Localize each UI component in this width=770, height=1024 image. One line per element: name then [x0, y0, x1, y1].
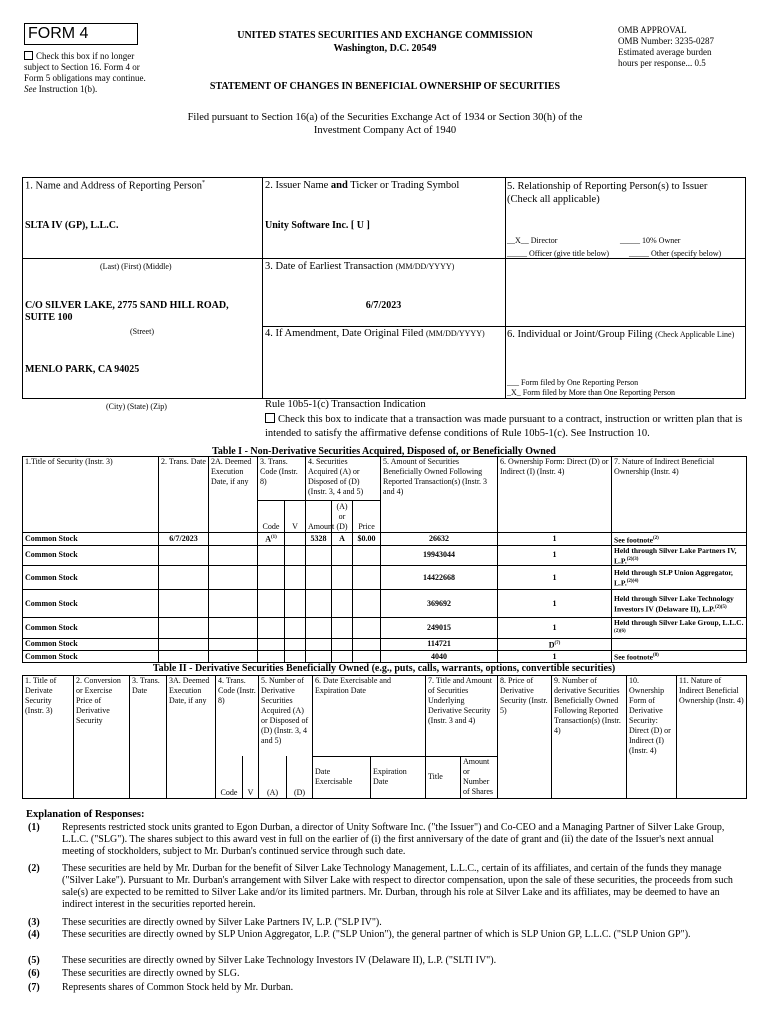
table-cell [285, 651, 306, 663]
issuer-label: 2. Issuer Name and Ticker or Trading Symbol [265, 180, 460, 191]
reporting-name-label: 1. Name and Address of Reporting Person* [25, 180, 206, 192]
relationship-label: 5. Relationship of Reporting Person(s) to Issuer (Check all applicable) [507, 181, 708, 205]
table-cell [285, 566, 306, 590]
footnote-number: (4) [28, 929, 40, 940]
table-cell: 4040 [381, 651, 498, 663]
table-cell [612, 638, 747, 651]
footnote-number: (6) [28, 968, 40, 979]
no-longer-subject-text: Check this box if no longer subject to Section 16. Form 4 or Form 5 obligations may continue. [24, 51, 146, 83]
t1-sub-amount: Amount [306, 501, 332, 533]
table-cell: 5328 [306, 533, 332, 546]
rel-officer: _____ Officer (give title below) [507, 249, 610, 258]
rule-10b5-label: Rule 10b5-1(c) Transaction Indication [265, 399, 426, 410]
table1-title: Table I - Non-Derivative Securities Acquired, Disposed of, or Beneficially Owned [212, 446, 556, 457]
table-cell [159, 566, 209, 590]
t2-h7: 7. Title and Amount of Securities Underlying Derivative Security (Instr. 3 and 4) [426, 676, 498, 757]
table-cell [258, 618, 285, 639]
form-title: FORM 4 [28, 25, 89, 42]
table-cell [332, 638, 353, 651]
table-cell: See footnote$^{(2)}$ [612, 533, 747, 546]
table-cell [209, 590, 258, 618]
footnote-number: (7) [28, 982, 40, 993]
footnote-number: (3) [28, 917, 40, 928]
t1-h7: 7. Nature of Indirect Beneficial Ownership (Instr. 4) [612, 457, 747, 501]
table-cell: $A^{(1)}$ [258, 533, 285, 546]
table-row [23, 638, 747, 651]
t2-sub-v: V [243, 756, 259, 798]
table-cell [285, 590, 306, 618]
table-cell [159, 618, 209, 639]
t2-sub-d: (D) [287, 756, 313, 798]
agency-name: UNITED STATES SECURITIES AND EXCHANGE COMMISSION [237, 30, 533, 41]
t2-h8: 8. Price of Derivative Security (Instr. 5) [498, 676, 552, 757]
t2-h10: 10. Ownership Form of Derivative Security: Direct (D) or Indirect (I) (Instr. 4) [627, 676, 677, 757]
footnote-text: These securities are directly owned by Silver Lake Partners IV, L.P. ("SLP IV"). [62, 917, 382, 928]
table-cell [285, 618, 306, 639]
reporting-city: MENLO PARK, CA 94025 [25, 364, 140, 375]
table-cell [332, 590, 353, 618]
t2-sub-amount: Amount or Number of Shares [461, 756, 498, 798]
table-cell: Common Stock [23, 618, 159, 639]
table-cell [209, 566, 258, 590]
rel-director: __X__ Director [507, 236, 558, 245]
issuer-name: Unity Software Inc. [ U ] [265, 220, 370, 231]
t1-sub-price: Price [353, 501, 381, 533]
table-row [23, 545, 747, 566]
table-cell: Common Stock [23, 566, 159, 590]
t2-h4: 4. Trans. Code (Instr. 8) [216, 676, 259, 757]
table-cell: 1 [498, 618, 612, 639]
t2-h6: 6. Date Exercisable and Expiration Date [313, 676, 426, 757]
t1-h4: 4. Securities Acquired (A) or Disposed of (D) (Instr. 3, 4 and 5) [306, 457, 381, 501]
earliest-date-label: 3. Date of Earliest Transaction (MM/DD/YYYY) [265, 261, 455, 272]
table-cell: 6/7/2023 [159, 533, 209, 546]
no-longer-subject-checkbox[interactable] [24, 51, 33, 60]
t1-h1: 1.Title of Security (Instr. 3) [23, 457, 159, 501]
table-cell: A [332, 533, 353, 546]
agency-city: Washington, D.C. 20549 [333, 43, 437, 54]
t2-h5: 5. Number of Derivative Securities Acquired (A) or Disposed of (D) (Instr. 3, 4 and 5) [259, 676, 313, 757]
table-cell: 14422668 [381, 566, 498, 590]
table-cell [353, 618, 381, 639]
t1-h6: 6. Ownership Form: Direct (D) or Indirect (I) (Instr. 4) [498, 457, 612, 501]
t1-h2a: 2A. Deemed Execution Date, if any [209, 457, 258, 501]
joint-more: _X_ Form filed by More than One Reporting Person [507, 388, 675, 397]
table-cell [353, 638, 381, 651]
rule-10b5-checkbox[interactable] [265, 413, 275, 423]
t1-sub-aord: (A) or (D) [332, 501, 353, 533]
table-cell [258, 590, 285, 618]
table-cell: Held through SLP Union Aggregator, L.P.$^{(2)(4)}$ [612, 566, 747, 590]
last-first-middle: (Last) (First) (Middle) [100, 262, 172, 271]
t1-h3: 3. Trans. Code (Instr. 8) [258, 457, 306, 501]
t1-sub-code: Code [258, 501, 285, 533]
table-cell: $0.00 [353, 533, 381, 546]
table-cell: 1 [498, 590, 612, 618]
rule-10b5-text: Check this box to indicate that a transaction was made pursuant to a contract, instruction or written plan that is intended to satisfy the affirmative defense conditions of Rule 10b5-1(c). See Instruction 10. [265, 414, 743, 439]
table-cell [159, 638, 209, 651]
t2-h3: 3. Trans. Date [130, 676, 167, 757]
table-cell [209, 545, 258, 566]
rel-other: _____ Other (specify below) [629, 249, 722, 258]
table-cell [332, 545, 353, 566]
table-cell: See footnote$^{(8)}$ [612, 651, 747, 663]
table-cell [209, 638, 258, 651]
filed-pursuant: Filed pursuant to Section 16(a) of the Securities Exchange Act of 1934 or Section 30(h) of the Investment Company Act of 1940 [187, 112, 583, 136]
no-longer-subject: Check this box if no longer subject to Section 16. Form 4 or Form 5 obligations may continue. See Instruction 1(b). [24, 51, 146, 94]
t1-sub-v: V [285, 501, 306, 533]
table2 [22, 675, 747, 799]
footnote-number: (2) [28, 863, 40, 874]
t2-sub-a: (A) [259, 756, 287, 798]
table-cell [159, 590, 209, 618]
t2-sub-code: Code [216, 756, 243, 798]
table-cell: Common Stock [23, 651, 159, 663]
table-cell [306, 590, 332, 618]
table-row [23, 618, 747, 639]
table-cell: Common Stock [23, 533, 159, 546]
city-label: (City) (State) (Zip) [106, 402, 167, 411]
table-cell: Held through Silver Lake Group, L.L.C.$^{(2)(6)}$ [612, 618, 747, 639]
t2-h3a: 3A. Deemed Execution Date, if any [167, 676, 216, 757]
table-cell [258, 566, 285, 590]
table-cell [332, 566, 353, 590]
t1-h5: 5. Amount of Securities Beneficially Owned Following Reported Transaction(s) (Instr. 3 and 4) [381, 457, 498, 501]
table-cell [258, 651, 285, 663]
footnote-text: These securities are directly owned by SLG. [62, 968, 240, 979]
table-cell [285, 545, 306, 566]
t2-sub-title: Title [426, 756, 461, 798]
table-cell [285, 638, 306, 651]
table1 [22, 456, 747, 663]
footnote-text: These securities are directly owned by SLP Union Aggregator, L.P. ("SLP Union"), the general partner of which is SLP Union GP, L.L.C. ("SLP Union GP"). [62, 929, 691, 940]
table-cell [306, 638, 332, 651]
joint-filing-label: 6. Individual or Joint/Group Filing (Check Applicable Line) [507, 329, 735, 340]
footnote-number: (5) [28, 955, 40, 966]
t2-h9: 9. Number of derivative Securities Beneficially Owned Following Reported Transaction(s) (Instr. 4) [552, 676, 627, 757]
table-cell: 1 [498, 533, 612, 546]
table-cell [209, 651, 258, 663]
table-cell [332, 618, 353, 639]
reporting-street: C/O SILVER LAKE, 2775 SAND HILL ROAD, SUITE 100 [25, 300, 229, 323]
explanation-heading: Explanation of Responses: [26, 809, 145, 820]
amendment-label: 4. If Amendment, Date Original Filed (MM/DD/YYYY) [265, 328, 485, 339]
joint-one: ___ Form filed by One Reporting Person [507, 378, 639, 387]
footnote-text: These securities are held by Mr. Durban for the benefit of Silver Lake Technology Management, L.L.C., certain of its affiliates, and certain of the funds they manage ("Silver Lake"). Pursuant to Mr. Durban's arrangement with Silver Lake with respect to director compensation, upon the sale of these securities, the proceeds from such sale(s) are expected to be remitted to Silver Lake and/or its limited partners. Mr. Durban, through his role at Silver Lake and its affiliates, may be deemed to have an indirect interest in the securities reported herein. [62, 863, 733, 910]
t2-h2: 2. Conversion or Exercise Price of Derivative Security [74, 676, 130, 757]
table-cell [209, 533, 258, 546]
table-cell [353, 590, 381, 618]
table-cell: Held through Silver Lake Partners IV, L.P.$^{(2)(3)}$ [612, 545, 747, 566]
t2-sub-exp: Expiration Date [371, 756, 426, 798]
reporting-name: SLTA IV (GP), L.L.C. [25, 220, 119, 231]
table-cell: Common Stock [23, 638, 159, 651]
table-cell [306, 651, 332, 663]
footnote-text: Represents shares of Common Stock held by Mr. Durban. [62, 982, 294, 993]
table-cell [285, 533, 306, 546]
table-cell: 1 [498, 566, 612, 590]
omb-approval: OMB APPROVAL OMB Number: 3235-0287 Estimated average burden hours per response... 0.5 [618, 25, 714, 68]
t2-sub-exer: Date Exercisable [313, 756, 371, 798]
form-title-box [24, 23, 138, 45]
table-cell: 249015 [381, 618, 498, 639]
table2-title: Table II - Derivative Securities Beneficially Owned (e.g., puts, calls, warrants, options, convertible securities) [152, 663, 616, 674]
footnote-text: These securities are directly owned by Silver Lake Technology Investors IV (Delaware II), L.P. ("SLTI IV"). [62, 955, 497, 966]
table-row [23, 590, 747, 618]
table-cell [332, 651, 353, 663]
table-cell: 1 [498, 651, 612, 663]
rel-ten-percent: _____ 10% Owner [620, 236, 681, 245]
table-cell: 369692 [381, 590, 498, 618]
table-cell: Common Stock [23, 545, 159, 566]
table-cell: 114721 [381, 638, 498, 651]
earliest-date: 6/7/2023 [365, 300, 402, 311]
table-cell [353, 651, 381, 663]
t2-h11: 11. Nature of Indirect Beneficial Ownership (Instr. 4) [677, 676, 747, 757]
table-cell: 1 [498, 545, 612, 566]
street-label: (Street) [130, 327, 154, 336]
table-cell: Common Stock [23, 590, 159, 618]
t1-h2: 2. Trans. Date [159, 457, 209, 501]
table-cell: 19943044 [381, 545, 498, 566]
table-cell [258, 638, 285, 651]
table-cell: $D^{(7)}$ [498, 638, 612, 651]
table-cell [353, 545, 381, 566]
statement-title: STATEMENT OF CHANGES IN BENEFICIAL OWNERSHIP OF SECURITIES [209, 81, 561, 92]
table-cell [159, 651, 209, 663]
table-row [23, 651, 747, 663]
table-cell: Held through Silver Lake Technology Investors IV (Delaware II), L.P.$^{(2)(5)}$ [612, 590, 747, 618]
table-cell [209, 618, 258, 639]
table-cell: 26632 [381, 533, 498, 546]
footnote-text: Represents restricted stock units granted to Egon Durban, a director of Unity Software Inc. ("the Issuer") and Co-CEO and a Managing Partner of Silver Lake Group, L.L.C. ("SLG"). The shares subject to this award vest in full on the earlier of (i) the first anniversary of the date of grant and (ii) the date of the Issuer's next annual meeting of stockholders, subject to Mr. Durban's continued service through such date. [62, 822, 725, 857]
table-row [23, 533, 747, 546]
table-cell [258, 545, 285, 566]
table-cell [306, 566, 332, 590]
table-cell [306, 545, 332, 566]
table-cell [353, 566, 381, 590]
footnote-number: (1) [28, 822, 40, 833]
t2-h1: 1. Title of Derivate Security (Instr. 3) [23, 676, 74, 757]
table-row [23, 566, 747, 590]
table-cell [159, 545, 209, 566]
table-cell [306, 618, 332, 639]
